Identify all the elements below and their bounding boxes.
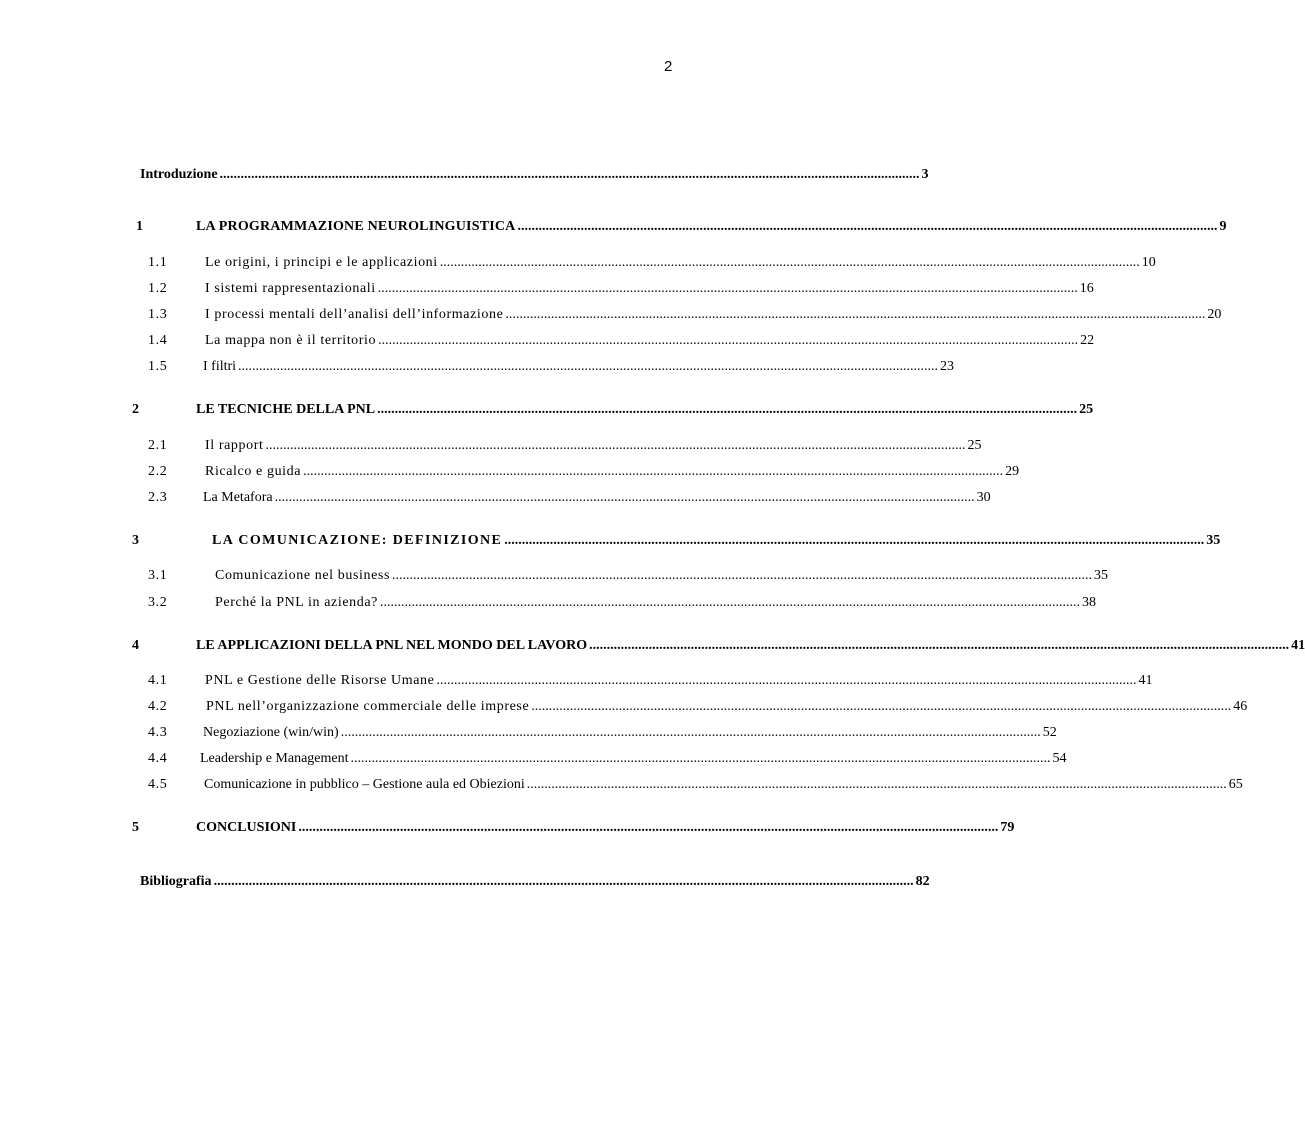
toc-page: 65 (1228, 777, 1243, 792)
toc-entry-1[interactable] (136, 218, 1227, 236)
toc-title: Leadership e Management (200, 751, 349, 766)
toc-entry-2-2[interactable] (148, 463, 1020, 481)
page-number: 2 (664, 58, 673, 75)
toc-title: LE TECNICHE DELLA PNL (196, 402, 376, 417)
toc-page: 38 (1081, 595, 1096, 610)
toc-title: PNL nell’organizzazione commerciale delle imprese (206, 699, 530, 714)
toc-page: 52 (1042, 725, 1057, 740)
toc-entry-5[interactable] (132, 819, 1015, 837)
toc-leader (518, 218, 1218, 236)
toc-leader (214, 873, 914, 891)
toc-number: 1.1 (148, 255, 168, 270)
toc-entry-4-4[interactable] (148, 750, 1067, 768)
toc-leader (392, 567, 1092, 585)
toc-entry-3[interactable] (132, 532, 1221, 550)
toc-page: 25 (1079, 402, 1094, 417)
toc-number: 2.1 (148, 438, 168, 453)
toc-page: 41 (1291, 638, 1305, 653)
toc-entry-4-2[interactable] (148, 698, 1248, 716)
toc-number: 3.1 (148, 568, 168, 583)
toc-title: Le origini, i principi e le applicazioni (205, 255, 438, 270)
toc-number: 2.3 (148, 490, 168, 505)
toc-leader (505, 306, 1205, 324)
toc-page: 82 (915, 874, 930, 889)
toc-title: LA COMUNICAZIONE: DEFINIZIONE (212, 533, 503, 548)
toc-leader (378, 332, 1078, 350)
toc-entry-4[interactable] (132, 637, 1305, 655)
toc-number: 5 (132, 820, 139, 835)
toc-number: 1.4 (148, 333, 168, 348)
toc-leader (440, 254, 1140, 272)
toc-page: 25 (967, 438, 982, 453)
toc-page: 79 (1000, 820, 1015, 835)
toc-title: I processi mentali dell’analisi dell’informazione (205, 307, 504, 322)
toc-page: 30 (976, 490, 991, 505)
toc-page: 41 (1138, 673, 1153, 688)
toc-title: Comunicazione nel business (215, 568, 391, 583)
toc-title: CONCLUSIONI (196, 820, 297, 835)
toc-leader (303, 463, 1003, 481)
toc-entry-1-3[interactable] (148, 306, 1222, 324)
toc-page: 46 (1233, 699, 1248, 714)
toc-entry-3-1[interactable] (148, 567, 1109, 585)
toc-title: La Metafora (203, 490, 273, 505)
toc-page: 23 (940, 359, 955, 374)
toc-number: 2 (132, 402, 139, 417)
toc-entry-1-2[interactable] (148, 280, 1094, 298)
toc-number: 3.2 (148, 595, 168, 610)
toc-leader (351, 750, 1051, 768)
toc-leader (531, 698, 1231, 716)
toc-leader (265, 437, 965, 455)
toc-number: 1.3 (148, 307, 168, 322)
toc-title: Negoziazione (win/win) (203, 725, 339, 740)
toc-page: 35 (1206, 533, 1221, 548)
toc-entry-4-1[interactable] (148, 672, 1153, 690)
toc-title: Introduzione (140, 167, 218, 182)
toc-entry-introduzione[interactable] (140, 166, 929, 184)
toc-number: 4.4 (148, 751, 168, 766)
toc-number: 1 (136, 219, 144, 234)
toc-title: I filtri (203, 359, 237, 374)
toc-page: 10 (1141, 255, 1156, 270)
toc-page: 22 (1080, 333, 1095, 348)
toc-entry-1-4[interactable] (148, 332, 1095, 350)
toc-title: Bibliografia (140, 874, 212, 889)
toc-leader (436, 672, 1136, 690)
toc-page: 35 (1094, 568, 1109, 583)
toc-number: 4.2 (148, 699, 168, 714)
toc-leader (275, 489, 975, 507)
toc-leader (341, 724, 1041, 742)
toc-leader (589, 637, 1289, 655)
toc-entry-2-3[interactable] (148, 489, 991, 507)
toc-entry-1-5[interactable] (148, 358, 955, 376)
toc-number: 1.5 (148, 359, 168, 374)
toc-title: La mappa non è il territorio (205, 333, 377, 348)
toc-page: 54 (1052, 751, 1067, 766)
toc-title: Comunicazione in pubblico – Gestione aula ed Obiezioni (204, 777, 525, 792)
toc-entry-2-1[interactable] (148, 437, 982, 455)
toc-number: 2.2 (148, 464, 168, 479)
toc-number: 1.2 (148, 281, 168, 296)
toc-leader (298, 819, 998, 837)
toc-title: LA PROGRAMMAZIONE NEUROLINGUISTICA (196, 219, 516, 234)
toc-entry-1-1[interactable] (148, 254, 1156, 272)
toc-title: Il rapport (205, 438, 264, 453)
toc-leader (380, 594, 1080, 612)
toc-leader (220, 166, 920, 184)
toc-number: 4.1 (148, 673, 168, 688)
toc-entry-4-5[interactable] (148, 776, 1243, 794)
toc-number: 4 (132, 638, 139, 653)
toc-title: PNL e Gestione delle Risorse Umane (205, 673, 435, 688)
toc-page: 16 (1079, 281, 1094, 296)
toc-page: 20 (1207, 307, 1222, 322)
toc-title: Ricalco e guida (205, 464, 302, 479)
toc-title: I sistemi rappresentazionali (205, 281, 376, 296)
toc-leader (527, 776, 1227, 794)
toc-entry-3-2[interactable] (148, 594, 1096, 612)
toc-number: 3 (132, 533, 141, 548)
toc-leader (378, 280, 1078, 298)
toc-entry-bibliografia[interactable] (140, 873, 930, 891)
toc-page: 9 (1219, 219, 1227, 234)
toc-leader (238, 358, 938, 376)
toc-title: Perché la PNL in azienda? (215, 595, 378, 610)
toc-number: 4.3 (148, 725, 168, 740)
toc-entry-2[interactable] (132, 401, 1094, 419)
toc-leader (377, 401, 1077, 419)
toc-leader (504, 532, 1204, 550)
toc-page: 29 (1005, 464, 1020, 479)
toc-page: 3 (921, 167, 929, 182)
toc-entry-4-3[interactable] (148, 724, 1057, 742)
toc-number: 4.5 (148, 777, 168, 792)
toc-title: LE APPLICAZIONI DELLA PNL NEL MONDO DEL LAVORO (196, 638, 588, 653)
